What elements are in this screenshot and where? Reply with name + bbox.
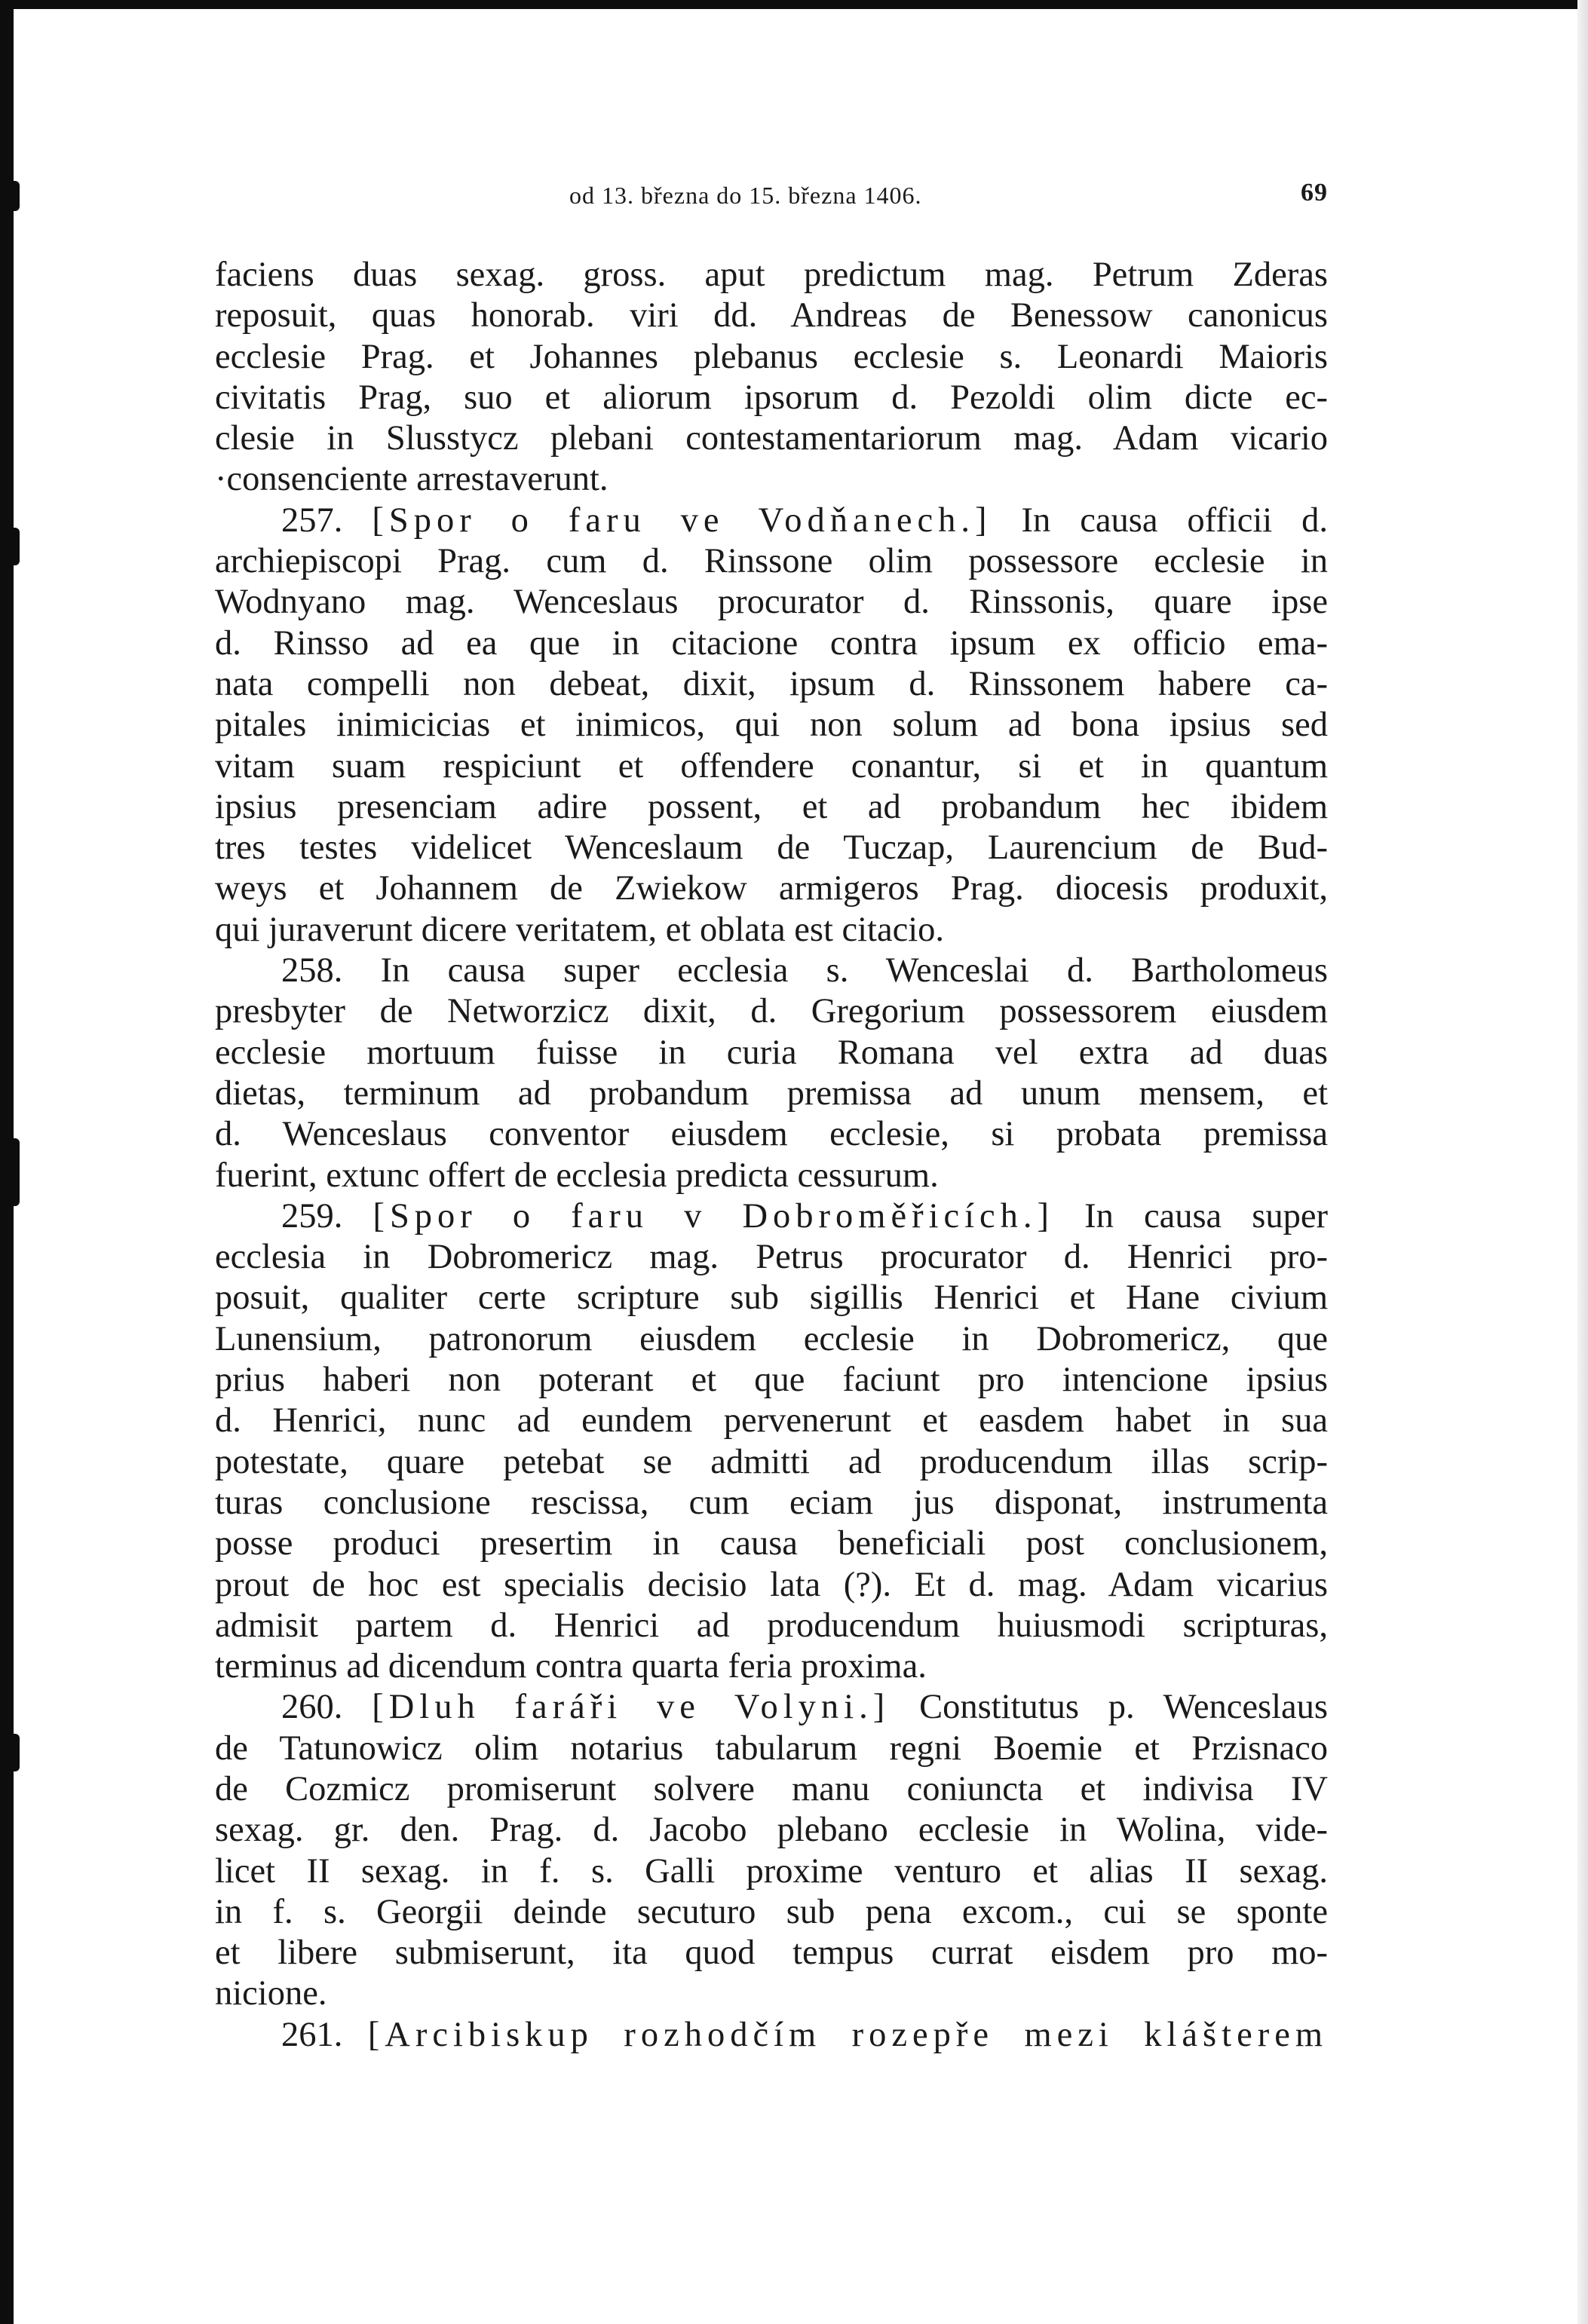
page-number: 69 <box>1301 179 1328 207</box>
text-line <box>215 1114 1328 1155</box>
text-line <box>215 418 1328 459</box>
line-text: Constitutus p. Wenceslaus <box>919 1688 1328 1727</box>
line-text: faciens duas sexag. gross. aput predictum mag. Petrum Zderas <box>215 256 1328 294</box>
text-line <box>215 1278 1328 1318</box>
scan-edge-mark <box>9 181 20 211</box>
entry-number: 258. <box>281 951 343 991</box>
line-text: de Cozmicz promiserunt solvere manu coniuncta et indivisa IV <box>215 1769 1328 1808</box>
line-text: weys et Johannem de Zwiekow armigeros Prag. diocesis produxit, <box>215 869 1328 908</box>
entry-number: 260. <box>281 1688 343 1727</box>
text-line <box>215 1933 1328 1973</box>
line-text: In causa officii d. <box>1021 501 1329 540</box>
line-text: ecclesia in Dobromericz mag. Petrus procurator d. Henrici pro- <box>215 1238 1328 1277</box>
text-line <box>215 1156 1328 1196</box>
entry-first-line <box>215 1687 1328 1728</box>
line-text: turas conclusione rescissa, cum eciam jus disponat, instrumenta <box>215 1483 1328 1522</box>
entry-number: 261. <box>281 2015 343 2054</box>
line-text: qui juraverunt dicere veritatem, et oblata est citacio. <box>215 910 945 949</box>
line-text: In causa super <box>1084 1196 1328 1235</box>
line-text: archiepiscopi Prag. cum d. Rinssone olim possessore ecclesie in <box>215 542 1328 581</box>
line-text: clesie in Slusstycz plebani contestamentariorum mag. Adam vicario <box>215 419 1328 458</box>
line-text: posse produci presertim in causa beneficiali post conclusionem, <box>215 1524 1328 1563</box>
scan-border-top <box>0 0 1588 9</box>
text-line <box>215 991 1328 1032</box>
line-text: Wodnyano mag. Wenceslaus procurator d. Rinssonis, quare ipse <box>215 583 1328 622</box>
line-text: ipsius presenciam adire possent, et ad probandum hec ibidem <box>215 787 1328 826</box>
line-text: nata compelli non debeat, dixit, ipsum d. Rinssonem habere ca- <box>215 664 1328 703</box>
text-line <box>215 1401 1328 1441</box>
text-line <box>215 459 1328 500</box>
entry-number: 257. <box>281 501 343 540</box>
line-text: sexag. gr. den. Prag. d. Jacobo plebano ecclesie in Wolina, vide- <box>215 1811 1328 1850</box>
text-line <box>215 623 1328 664</box>
line-text: vitam suam respiciunt et offendere conantur, si et in quantum <box>215 746 1328 785</box>
text-line <box>215 295 1328 336</box>
text-line <box>215 1769 1328 1810</box>
line-text: ecclesie Prag. et Johannes plebanus ecclesie s. Leonardi Maioris <box>215 337 1328 376</box>
text-line <box>215 664 1328 705</box>
text-line <box>215 1073 1328 1114</box>
line-text: et libere submiserunt, ita quod tempus currat eisdem pro mo- <box>215 1934 1328 1973</box>
text-line <box>215 1810 1328 1851</box>
scan-edge-mark <box>9 1734 20 1771</box>
entry-first-line <box>215 951 1328 991</box>
line-text: in f. s. Georgii deinde secuturo sub pena excom., cui se sponte <box>215 1892 1328 1931</box>
page-header <box>215 176 1328 210</box>
line-text: civitatis Prag, suo et aliorum ipsorum d. Pezoldi olim dicte ec- <box>215 378 1328 417</box>
entry-title: [Arcibiskup rozhodčím rozepře mezi klášterem <box>367 2015 1329 2054</box>
scan-edge-mark <box>9 1138 20 1206</box>
line-text: Lunensium, patronorum eiusdem ecclesie in Dobromericz, que <box>215 1319 1328 1358</box>
line-text: potestate, quare petebat se admitti ad producendum illas scrip- <box>215 1442 1328 1481</box>
text-line <box>215 1523 1328 1564</box>
line-text: ecclesie mortuum fuisse in curia Romana vel extra ad duas <box>215 1033 1328 1072</box>
line-text: presbyter de Networzicz dixit, d. Gregorium possessorem eiusdem <box>215 992 1328 1031</box>
text-line <box>215 1319 1328 1360</box>
entry-first-line <box>215 2015 1328 2056</box>
text-line <box>215 255 1328 295</box>
line-text: prout de hoc est specialis decisio lata (?). Et d. mag. Adam vicarius <box>215 1565 1328 1604</box>
line-text: d. Wenceslaus conventor eiusdem ecclesie, si probata premissa <box>215 1115 1328 1154</box>
text-line <box>215 868 1328 909</box>
text-line <box>215 337 1328 378</box>
text-line <box>215 746 1328 787</box>
entry-number: 259. <box>281 1196 343 1235</box>
line-text: In causa super ecclesia s. Wenceslai d. Bartholomeus <box>380 951 1328 991</box>
line-text: dietas, terminum ad probandum premissa ad unum mensem, et <box>215 1073 1328 1113</box>
text-line <box>215 1606 1328 1646</box>
text-line <box>215 910 1328 951</box>
text-line <box>215 378 1328 418</box>
line-text: fuerint, extunc offert de ecclesia predicta cessurum. <box>215 1156 939 1195</box>
text-line <box>215 705 1328 746</box>
text-line <box>215 1360 1328 1401</box>
text-line <box>215 1565 1328 1606</box>
line-text: admisit partem d. Henrici ad producendum huiusmodi scripturas, <box>215 1606 1328 1645</box>
scan-shadow-right <box>1577 0 1588 2324</box>
line-text: prius haberi non poterant et que faciunt pro intencione ipsius <box>215 1361 1328 1400</box>
line-text: ·consenciente arrestaverunt. <box>215 460 609 499</box>
entry-title: [Spor o faru v Dobroměřicích.] <box>372 1196 1055 1235</box>
line-text: posuit, qualiter certe scripture sub sigillis Henrici et Hane civium <box>215 1278 1328 1318</box>
entry-first-line <box>215 501 1328 541</box>
text-line <box>215 1483 1328 1523</box>
text-line <box>215 1892 1328 1933</box>
line-text: pitales inimicicias et inimicos, qui non solum ad bona ipsius sed <box>215 706 1328 745</box>
text-line <box>215 582 1328 623</box>
line-text: licet II sexag. in f. s. Galli proxime venturo et alias II sexag. <box>215 1851 1328 1891</box>
line-text: terminus ad dicendum contra quarta feria proxima. <box>215 1647 927 1686</box>
line-text: de Tatunowicz olim notarius tabularum regni Boemie et Przisnaco <box>215 1728 1328 1768</box>
line-text: d. Henrici, nunc ad eundem pervenerunt et easdem habet in sua <box>215 1401 1328 1441</box>
text-line <box>215 541 1328 582</box>
entry-first-line <box>215 1196 1328 1237</box>
text-line <box>215 1033 1328 1073</box>
entry-title: [Spor o faru ve Vodňanech.] <box>372 501 992 540</box>
entry-title: [Dluh faráři ve Volyni.] <box>372 1688 891 1727</box>
line-text: tres testes videlicet Wenceslaum de Tuczap, Laurencium de Bud- <box>215 828 1328 868</box>
text-line <box>215 828 1328 868</box>
body-text <box>215 255 1328 2056</box>
text-line <box>215 1728 1328 1769</box>
text-line <box>215 787 1328 828</box>
running-title: od 13. března do 15. března 1406. <box>569 182 922 209</box>
text-line <box>215 1851 1328 1892</box>
text-line <box>215 1646 1328 1687</box>
line-text: d. Rinsso ad ea que in citacione contra ipsum ex officio ema- <box>215 623 1328 663</box>
text-line <box>215 1237 1328 1278</box>
text-line <box>215 1973 1328 2014</box>
text-line <box>215 1442 1328 1483</box>
line-text: reposuit, quas honorab. viri dd. Andreas de Benessow canonicus <box>215 296 1328 335</box>
line-text: nicione. <box>215 1974 327 2013</box>
scan-edge-mark <box>9 528 20 565</box>
